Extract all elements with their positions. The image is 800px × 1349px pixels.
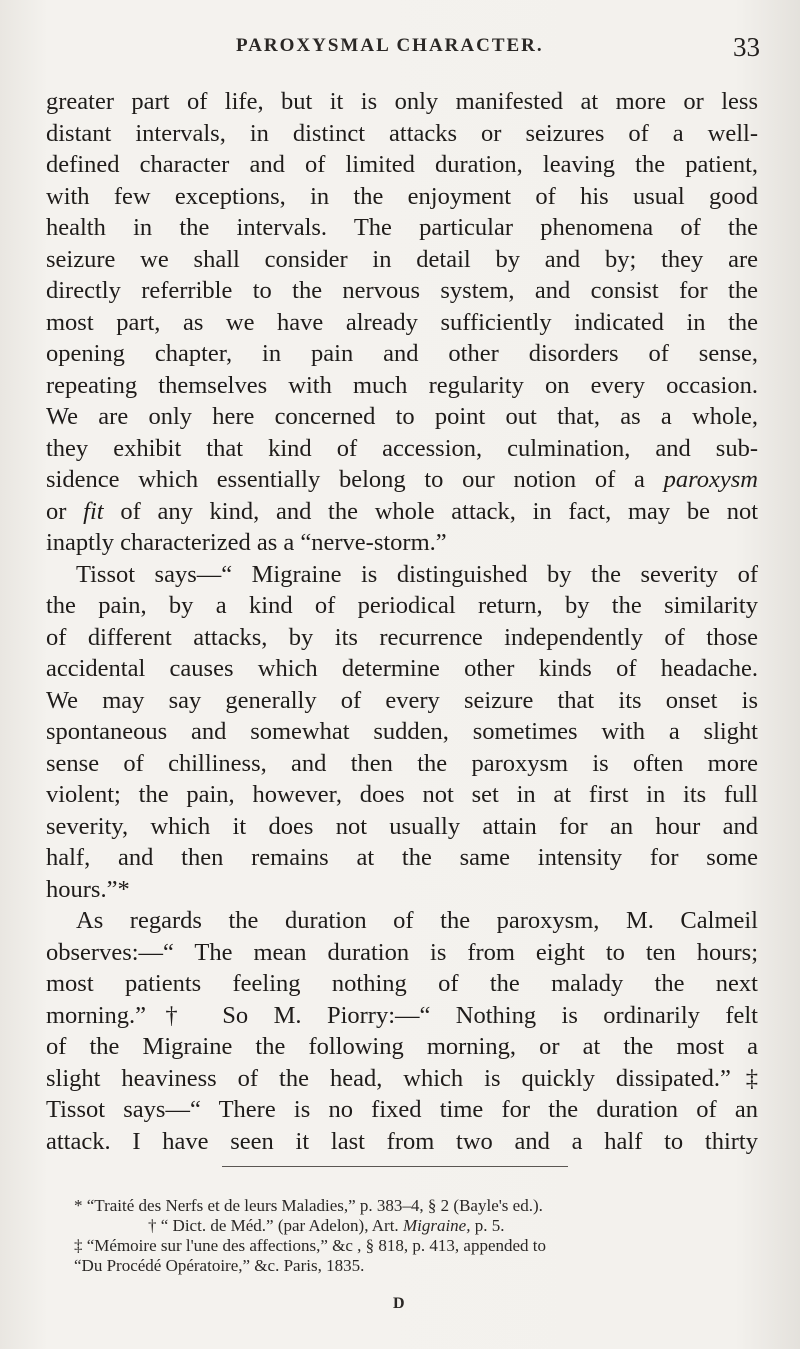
page-number: 33	[733, 32, 760, 62]
text-line: As regards the duration of the paroxysm, M. Calmeil	[76, 907, 758, 934]
text-line: they exhibit that kind of accession, culmination, and sub-	[46, 434, 758, 462]
text-line: the pain, by a kind of periodical return, by the similarity	[46, 592, 758, 619]
text-segment: sidence which essentially belong to our notion of a	[46, 466, 645, 493]
text-line: of different attacks, by its recurrence independently of those	[46, 623, 758, 651]
text-line: defined character and of limited duration, leaving the patient,	[46, 151, 758, 178]
text-line: opening chapter, in pain and other disorders of sense,	[46, 340, 758, 367]
text-line: of the Migraine the following morning, or at the most a	[46, 1033, 758, 1060]
paragraph-3	[46, 905, 758, 1157]
text-line: accidental causes which determine other kinds of headache.	[46, 655, 758, 682]
text-line: most part, as we have already sufficiently indicated in the	[46, 308, 758, 336]
footnote-1: * “Traité des Nerfs et de leurs Maladies,” p. 383–4, § 2 (Bayle's ed.).	[74, 1196, 543, 1215]
paragraph-2	[46, 559, 758, 906]
italic-term: fit	[83, 497, 104, 525]
text-line: We are only here concerned to point out that, as a whole,	[46, 403, 758, 430]
text-line: hours.”*	[46, 875, 130, 903]
text-line: greater part of life, but it is only manifested at more or less	[46, 88, 758, 115]
signature-mark: D	[393, 1295, 405, 1312]
text-line: inaptly characterized as a “nerve-storm.”	[46, 529, 447, 556]
text-line: attack. I have seen it last from two and a half to thirty	[46, 1127, 758, 1155]
text-line: severity, which it does not usually attain for an hour and	[46, 812, 758, 840]
footnote-segment: † “ Dict. de Méd.” (par Adelon), Art.	[148, 1216, 399, 1235]
text-line: sense of chilliness, and then the paroxysm is often more	[46, 749, 758, 777]
text-line: observes:—“ The mean duration is from eight to ten hours;	[46, 938, 758, 966]
paragraph-1	[46, 86, 758, 559]
page-header	[48, 28, 760, 78]
text-line: most patients feeling nothing of the malady the next	[46, 970, 758, 997]
text-line: morning.”† So M. Piorry:—“ Nothing is ordinarily felt	[46, 1001, 758, 1029]
footnotes	[74, 1196, 764, 1276]
footnote-3-line-1: ‡ “Mémoire sur l'une des affections,” &c , § 818, p. 413, appended to	[74, 1236, 547, 1255]
text-line	[46, 464, 758, 496]
text-line: slight heaviness of the head, which is quickly dissipated.”‡	[46, 1064, 758, 1092]
text-line: violent; the pain, however, does not set in at first in its full	[46, 781, 758, 808]
text-line: We may say generally of every seizure that its onset is	[46, 686, 758, 714]
running-head: PAROXYSMAL CHARACTER.	[236, 35, 544, 56]
text-line: directly referrible to the nervous system, and consist for the	[46, 277, 758, 304]
text-line	[46, 496, 758, 528]
text-line: Tissot says—“ There is no fixed time for the duration of an	[46, 1096, 758, 1123]
text-line: health in the intervals. The particular phenomena of the	[46, 214, 758, 241]
text-line: repeating themselves with much regularity on every occasion.	[46, 371, 758, 399]
footnote-3-line-2: “Du Procédé Opératoire,” &c. Paris, 1835.	[74, 1256, 365, 1275]
text-line: spontaneous and somewhat sudden, sometimes with a slight	[46, 718, 758, 745]
footnote-divider	[222, 1166, 568, 1167]
text-line: with few exceptions, in the enjoyment of his usual good	[46, 182, 758, 210]
text-segment: of any kind, and the whole attack, in fact, may be not	[120, 497, 759, 525]
text-line: Tissot says—“ Migraine is distinguished by the severity of	[76, 560, 758, 588]
text-line: seizure we shall consider in detail by and by; they are	[46, 245, 758, 273]
footnote-segment: p. 5.	[474, 1216, 505, 1235]
footnote-italic: Migraine,	[402, 1216, 471, 1235]
body-text	[46, 86, 758, 1157]
text-line: distant intervals, in distinct attacks or seizures of a well-	[46, 119, 758, 147]
text-segment: or	[46, 497, 67, 525]
text-line: half, and then remains at the same intensity for some	[46, 844, 758, 871]
italic-term: paroxysm	[663, 466, 758, 493]
footnote-2	[74, 1216, 764, 1236]
